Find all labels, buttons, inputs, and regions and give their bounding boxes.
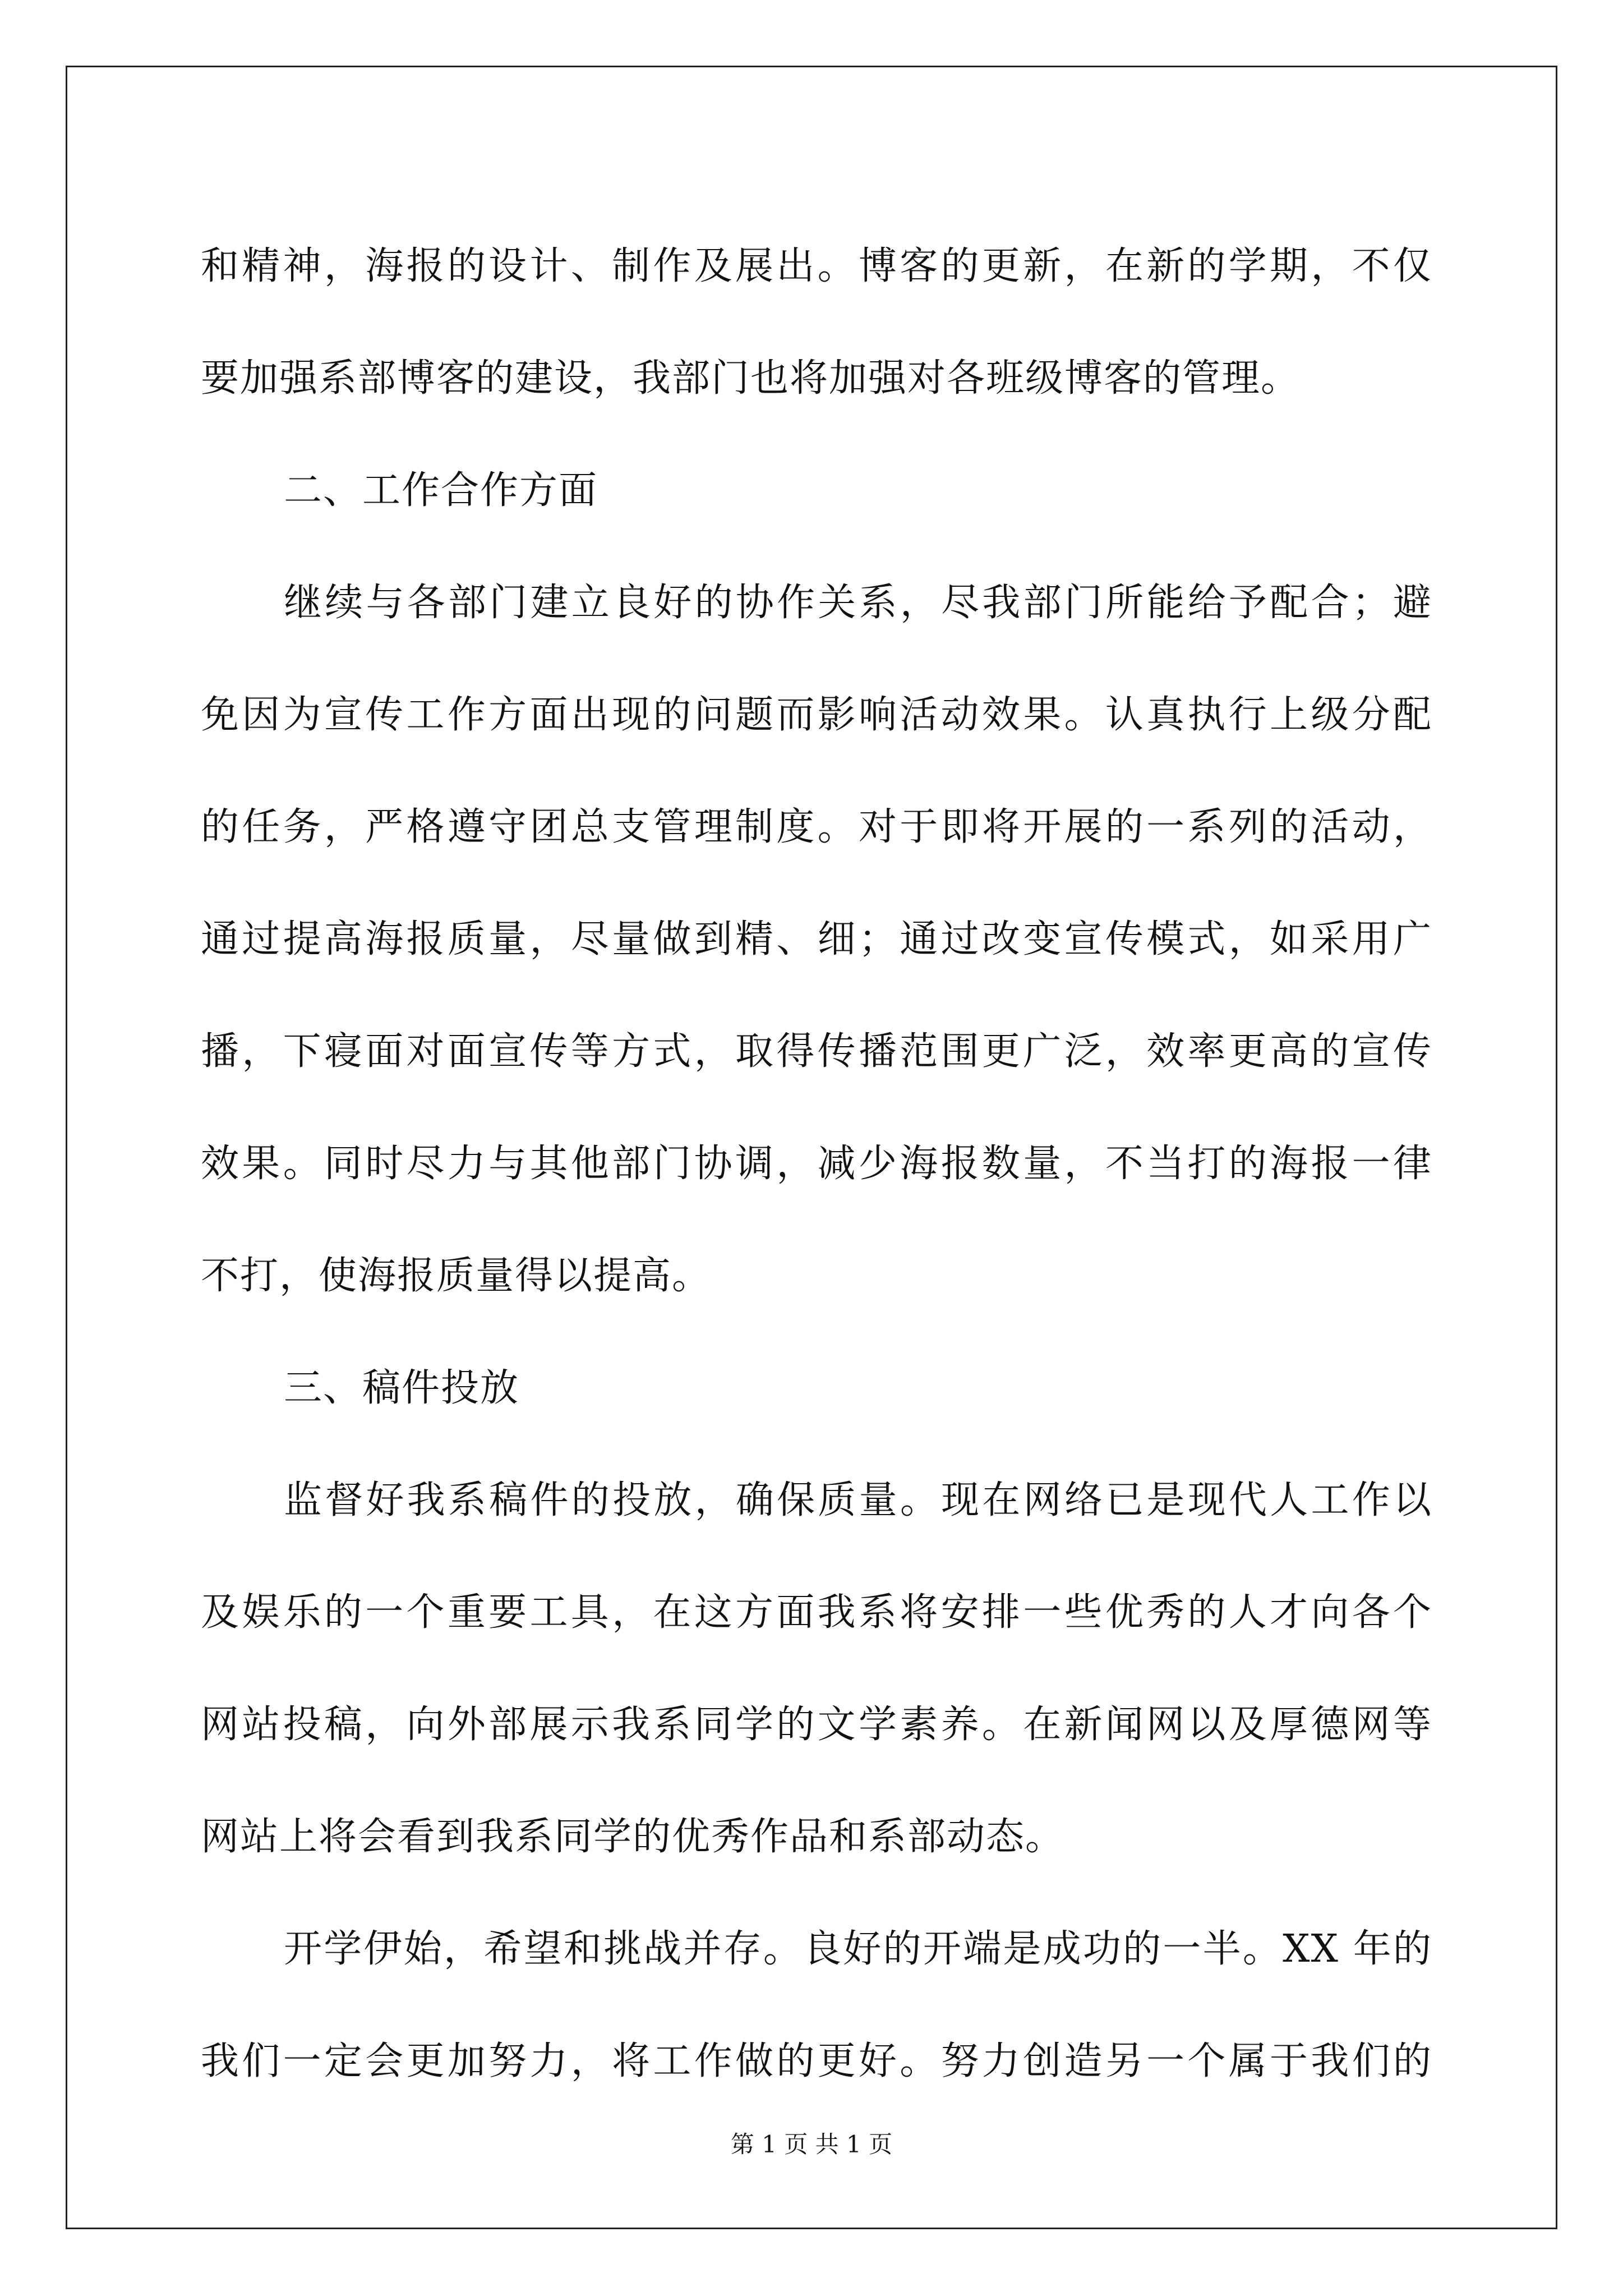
paragraph-line: 网站投稿，向外部展示我系同学的文学素养。在新闻网以及厚德网等	[201, 1703, 1432, 1747]
paragraph-line: 我们一定会更加努力，将工作做的更好。努力创造另一个属于我们的	[201, 2039, 1432, 2083]
paragraph-line: 和精神，海报的设计、制作及展出。博客的更新，在新的学期，不仅	[201, 244, 1432, 288]
paragraph-line: 监督好我系稿件的投放，确保质量。现在网络已是现代人工作以	[284, 1478, 1432, 1522]
paragraph-line: 免因为宣传工作方面出现的问题而影响活动效果。认真执行上级分配	[201, 693, 1432, 737]
paragraph-line: 的任务，严格遵守团总支管理制度。对于即将开展的一系列的活动，	[201, 805, 1432, 849]
paragraph-line: 通过提高海报质量，尽量做到精、细；通过改变宣传模式，如采用广	[201, 917, 1432, 961]
page-number-footer: 第 1 页 共 1 页	[730, 2131, 893, 2158]
section-heading: 二、工作合作方面	[284, 468, 598, 513]
paragraph-line: 效果。同时尽力与其他部门协调，减少海报数量，不当打的海报一律	[201, 1142, 1432, 1186]
paragraph-line: 继续与各部门建立良好的协作关系，尽我部门所能给予配合；避	[284, 581, 1432, 625]
paragraph-line: 开学伊始，希望和挑战并存。良好的开端是成功的一半。XX 年的	[284, 1927, 1432, 1971]
paragraph-line: 网站上将会看到我系同学的优秀作品和系部动态。	[201, 1815, 1065, 1859]
section-heading: 三、稿件投放	[284, 1366, 520, 1410]
paragraph-line: 播，下寝面对面宣传等方式，取得传播范围更广泛，效率更高的宣传	[201, 1029, 1432, 1074]
paragraph-line: 要加强系部博客的建设，我部门也将加强对各班级博客的管理。	[201, 356, 1301, 401]
paragraph-line: 及娱乐的一个重要工具，在这方面我系将安排一些优秀的人才向各个	[201, 1590, 1432, 1635]
document-body	[201, 210, 1432, 2118]
paragraph-line: 不打，使海报质量得以提高。	[201, 1254, 712, 1298]
